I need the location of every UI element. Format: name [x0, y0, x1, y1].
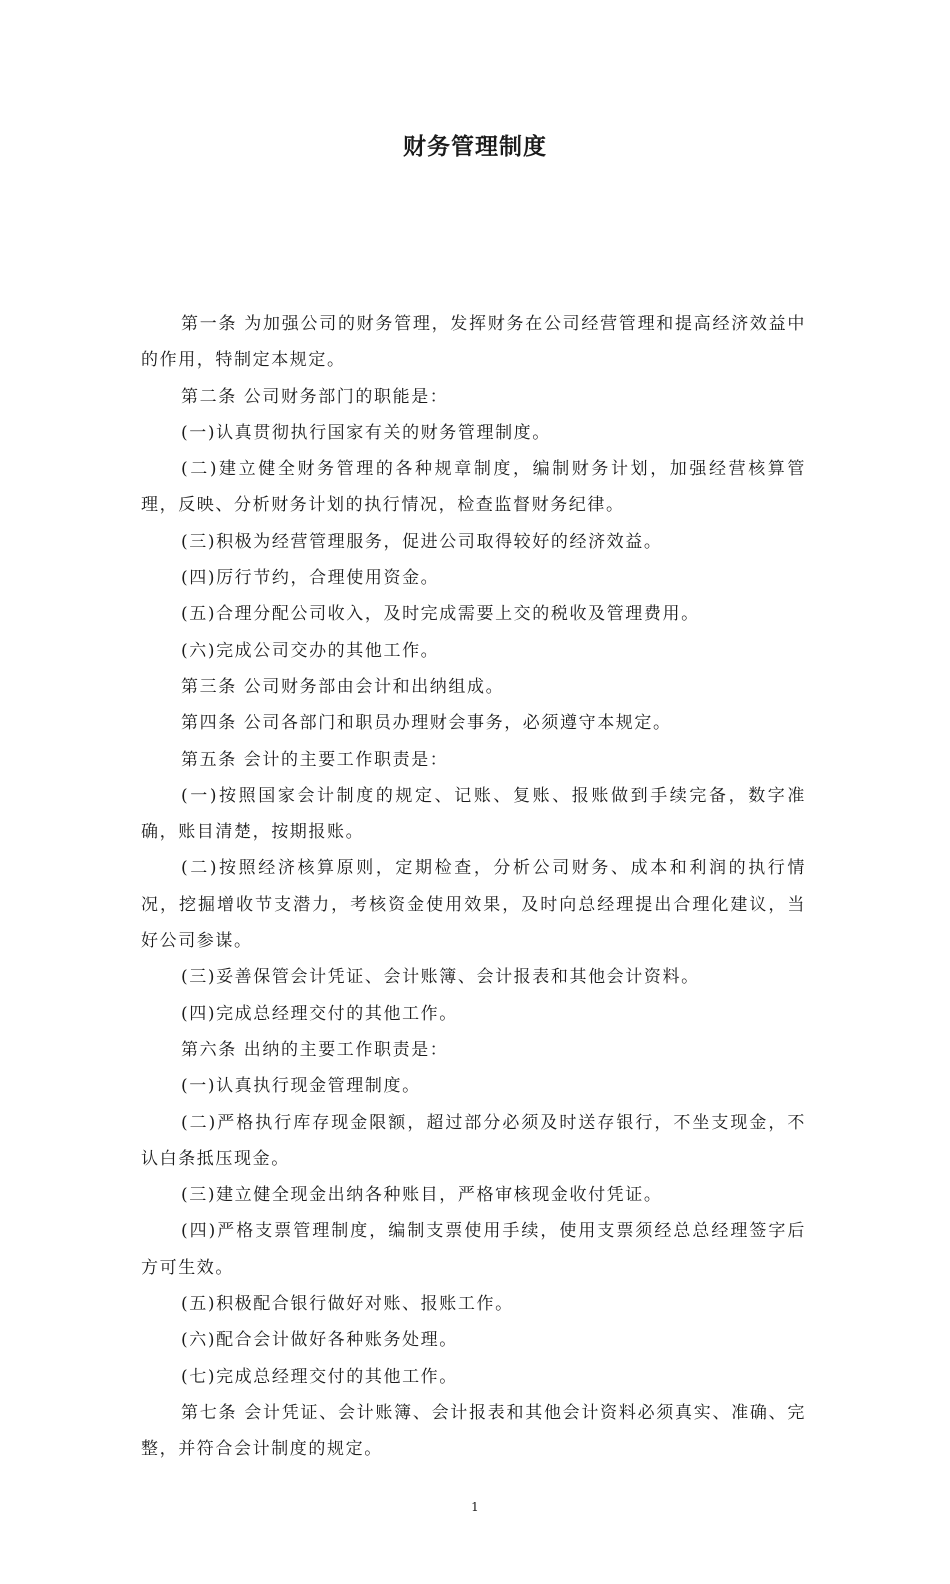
paragraph: (一)认真执行现金管理制度。 [181, 1076, 421, 1097]
paragraph: (二)严格执行库存现金限额，超过部分必须及时送存银行，不坐支现金，不认白条抵压现金。 [141, 1112, 806, 1169]
paragraph: (四)严格支票管理制度，编制支票使用手续，使用支票须经总总经理签字后方可生效。 [141, 1221, 806, 1278]
paragraph: 第七条 会计凭证、会计账簿、会计报表和其他会计资料必须真实、准确、完整，并符合会计制度的规定。 [141, 1402, 806, 1460]
paragraph: (二)按照经济核算原则，定期检查，分析公司财务、成本和利润的执行情况，挖掘增收节支潜力，考核资金使用效果，及时向总经理提出合理化建议，当好公司参谋。 [141, 858, 806, 952]
paragraph: (三)积极为经营管理服务，促进公司取得较好的经济效益。 [181, 531, 663, 552]
paragraph: (二)建立健全财务管理的各种规章制度，编制财务计划，加强经营核算管理，反映、分析财务计划的执行情况，检查监督财务纪律。 [141, 459, 806, 516]
paragraph: (三)建立健全现金出纳各种账目，严格审核现金收付凭证。 [181, 1185, 663, 1206]
paragraph: 第六条 出纳的主要工作职责是： [181, 1039, 449, 1060]
paragraph: 第一条 为加强公司的财务管理，发挥财务在公司经营管理和提高经济效益中的作用，特制定本规定。 [141, 314, 806, 371]
paragraph: (六)配合会计做好各种账务处理。 [181, 1330, 458, 1351]
paragraph: 第四条 公司各部门和职员办理财会事务，必须遵守本规定。 [181, 713, 672, 734]
paragraph: (一)认真贯彻执行国家有关的财务管理制度。 [181, 422, 551, 443]
paragraph: 第五条 会计的主要工作职责是： [181, 749, 449, 770]
paragraph: (四)厉行节约，合理使用资金。 [181, 568, 440, 589]
paragraph: (一)按照国家会计制度的规定、记账、复账、报账做到手续完备，数字准确，账目清楚，按期报账。 [141, 785, 806, 843]
paragraph: (七)完成总经理交付的其他工作。 [181, 1366, 458, 1387]
paragraph: (五)合理分配公司收入，及时完成需要上交的税收及管理费用。 [181, 604, 700, 625]
paragraph: (六)完成公司交办的其他工作。 [181, 640, 440, 661]
document-body [141, 306, 806, 1468]
page-number: 1 [471, 1500, 479, 1514]
paragraph: 第三条 公司财务部由会计和出纳组成。 [181, 676, 505, 697]
paragraph: (四)完成总经理交付的其他工作。 [181, 1003, 458, 1024]
document-title: 财务管理制度 [403, 134, 547, 160]
paragraph: 第二条 公司财务部门的职能是： [181, 386, 449, 407]
paragraph: (三)妥善保管会计凭证、会计账簿、会计报表和其他会计资料。 [181, 967, 700, 988]
paragraph: (五)积极配合银行做好对账、报账工作。 [181, 1294, 514, 1315]
